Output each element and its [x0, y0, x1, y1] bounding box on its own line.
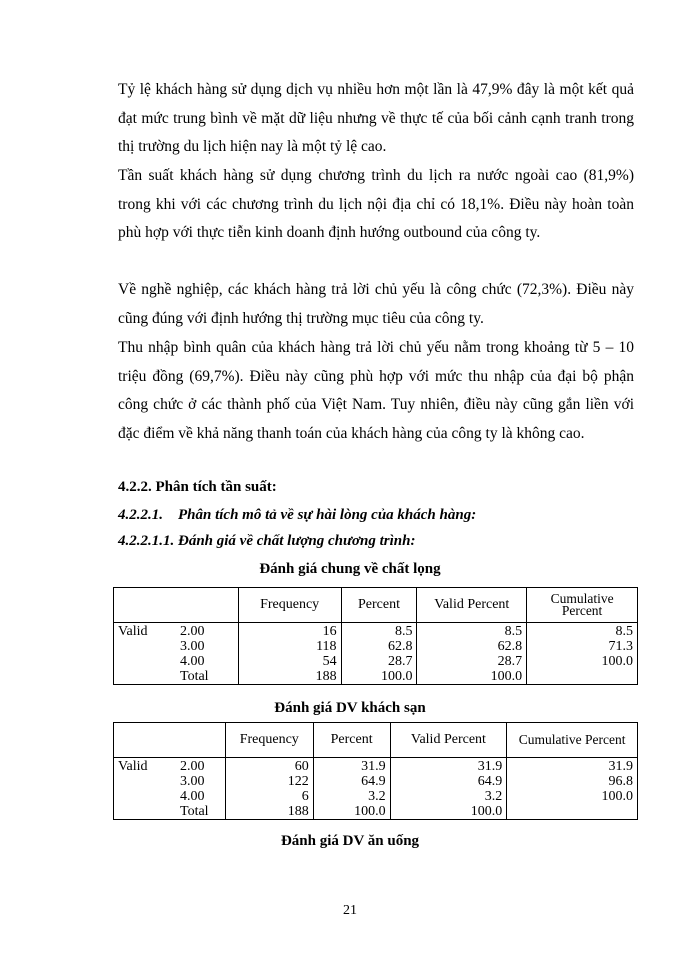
category-label: 3.00 — [180, 639, 205, 654]
cell-valid-percent: 8.5 — [417, 623, 527, 640]
table-row — [114, 639, 638, 654]
paragraph-travel-frequency: Tần suất khách hàng sử dụng chương trình du lịch ra nước ngoài cao (81,9%) trong khi với các chương trình du lịch nội địa chỉ có 18,1%. Điều này hoàn toàn phù hợp với thực tiễn kinh doanh định hướng outbound của công ty. — [118, 167, 634, 241]
category-label: Total — [180, 669, 209, 684]
subsection-heading-satisfaction: 4.2.2.1. Phân tích mô tả về sự hài lòng của khách hàng: — [118, 507, 477, 523]
header-cumulative-percent: Cumulative Percent — [507, 723, 638, 758]
cell-cumulative-percent — [507, 804, 638, 820]
category-label: 4.00 — [180, 789, 205, 804]
cell-percent: 31.9 — [313, 758, 390, 775]
cell-cumulative-percent — [527, 669, 638, 685]
category-label: 2.00 — [180, 759, 205, 774]
table-header-row — [114, 588, 638, 623]
table-caption-overall-quality: Đánh giá chung về chất lọng — [259, 561, 441, 577]
cell-frequency: 188 — [238, 669, 341, 685]
table-caption-hotel-service: Đánh giá DV khách sạn — [274, 700, 426, 716]
cell-percent: 3.2 — [313, 789, 390, 804]
table-row — [114, 789, 638, 804]
frequency-table-overall-quality — [113, 587, 638, 685]
paragraph-repeat-usage: Tỷ lệ khách hàng sử dụng dịch vụ nhiều hơn một lần là 47,9% đây là một kết quả đạt mức trung bình về mặt dữ liệu nhưng về thực tế của bối cảnh cạnh tranh trong thị trường du lịch hiện nay là một tỷ lệ cao. — [118, 81, 634, 155]
cell-percent: 100.0 — [313, 804, 390, 820]
group-label: Valid — [118, 624, 148, 639]
cell-percent: 28.7 — [341, 654, 417, 669]
cell-percent: 8.5 — [341, 623, 417, 640]
cell-cumulative-percent: 8.5 — [527, 623, 638, 640]
header-cumulative-percent: Cumulative Percent — [527, 588, 638, 623]
cell-valid-percent: 100.0 — [417, 669, 527, 685]
header-frequency: Frequency — [225, 723, 313, 758]
cell-valid-percent: 62.8 — [417, 639, 527, 654]
cell-percent: 62.8 — [341, 639, 417, 654]
paragraph-income: Thu nhập bình quân của khách hàng trả lời chủ yếu nằm trong khoảng từ 5 – 10 triệu đồng (69,7%). Điều này cũng phù hợp với mức thu nhập của đại bộ phận công chức ở các thành phố của Việt Nam. Tuy nhiên, điều này cũng gắn liền với đặc điểm về khả năng thanh toán của khách hàng của công ty là không cao. — [118, 339, 634, 442]
page-number: 21 — [343, 903, 357, 918]
table-row — [114, 623, 638, 640]
table-row-total — [114, 669, 638, 685]
row-label — [114, 623, 239, 640]
row-label — [114, 804, 226, 820]
cell-valid-percent: 100.0 — [390, 804, 507, 820]
cell-cumulative-percent: 31.9 — [507, 758, 638, 775]
table-row-total — [114, 804, 638, 820]
cell-frequency: 16 — [238, 623, 341, 640]
row-label — [114, 789, 226, 804]
cell-frequency: 118 — [238, 639, 341, 654]
cell-valid-percent: 28.7 — [417, 654, 527, 669]
row-label — [114, 669, 239, 685]
row-label — [114, 639, 239, 654]
cell-percent: 64.9 — [313, 774, 390, 789]
cell-valid-percent: 64.9 — [390, 774, 507, 789]
table-header-row — [114, 723, 638, 758]
table-row — [114, 774, 638, 789]
cell-valid-percent: 31.9 — [390, 758, 507, 775]
cell-frequency: 122 — [225, 774, 313, 789]
cell-frequency: 188 — [225, 804, 313, 820]
cell-cumulative-percent: 100.0 — [507, 789, 638, 804]
header-blank-cell — [114, 588, 239, 623]
cell-frequency: 6 — [225, 789, 313, 804]
header-percent: Percent — [313, 723, 390, 758]
category-label: 4.00 — [180, 654, 205, 669]
cell-cumulative-percent: 71.3 — [527, 639, 638, 654]
paragraph-occupation: Về nghề nghiệp, các khách hàng trả lời chủ yếu là công chức (72,3%). Điều này cũng đúng với định hướng thị trường mục tiêu của công ty. — [118, 281, 634, 327]
header-valid-percent: Valid Percent — [390, 723, 507, 758]
table-caption-food-service: Đánh giá DV ăn uống — [280, 833, 420, 849]
cell-valid-percent: 3.2 — [390, 789, 507, 804]
header-frequency: Frequency — [238, 588, 341, 623]
table-row — [114, 758, 638, 775]
header-percent: Percent — [341, 588, 417, 623]
table-row — [114, 654, 638, 669]
cell-cumulative-percent: 100.0 — [527, 654, 638, 669]
header-valid-percent: Valid Percent — [417, 588, 527, 623]
row-label — [114, 758, 226, 775]
subsubsection-heading-program-quality: 4.2.2.1.1. Đánh giá về chất lượng chương trình: — [118, 533, 416, 549]
category-label: 3.00 — [180, 774, 205, 789]
category-label: 2.00 — [180, 624, 205, 639]
cell-cumulative-percent: 96.8 — [507, 774, 638, 789]
row-label — [114, 774, 226, 789]
category-label: Total — [180, 804, 209, 819]
header-blank-cell — [114, 723, 226, 758]
cell-frequency: 54 — [238, 654, 341, 669]
frequency-table-hotel-service — [113, 722, 638, 820]
row-label — [114, 654, 239, 669]
cell-percent: 100.0 — [341, 669, 417, 685]
group-label: Valid — [118, 759, 148, 774]
cell-frequency: 60 — [225, 758, 313, 775]
section-heading-frequency-analysis: 4.2.2. Phân tích tần suất: — [118, 479, 277, 495]
